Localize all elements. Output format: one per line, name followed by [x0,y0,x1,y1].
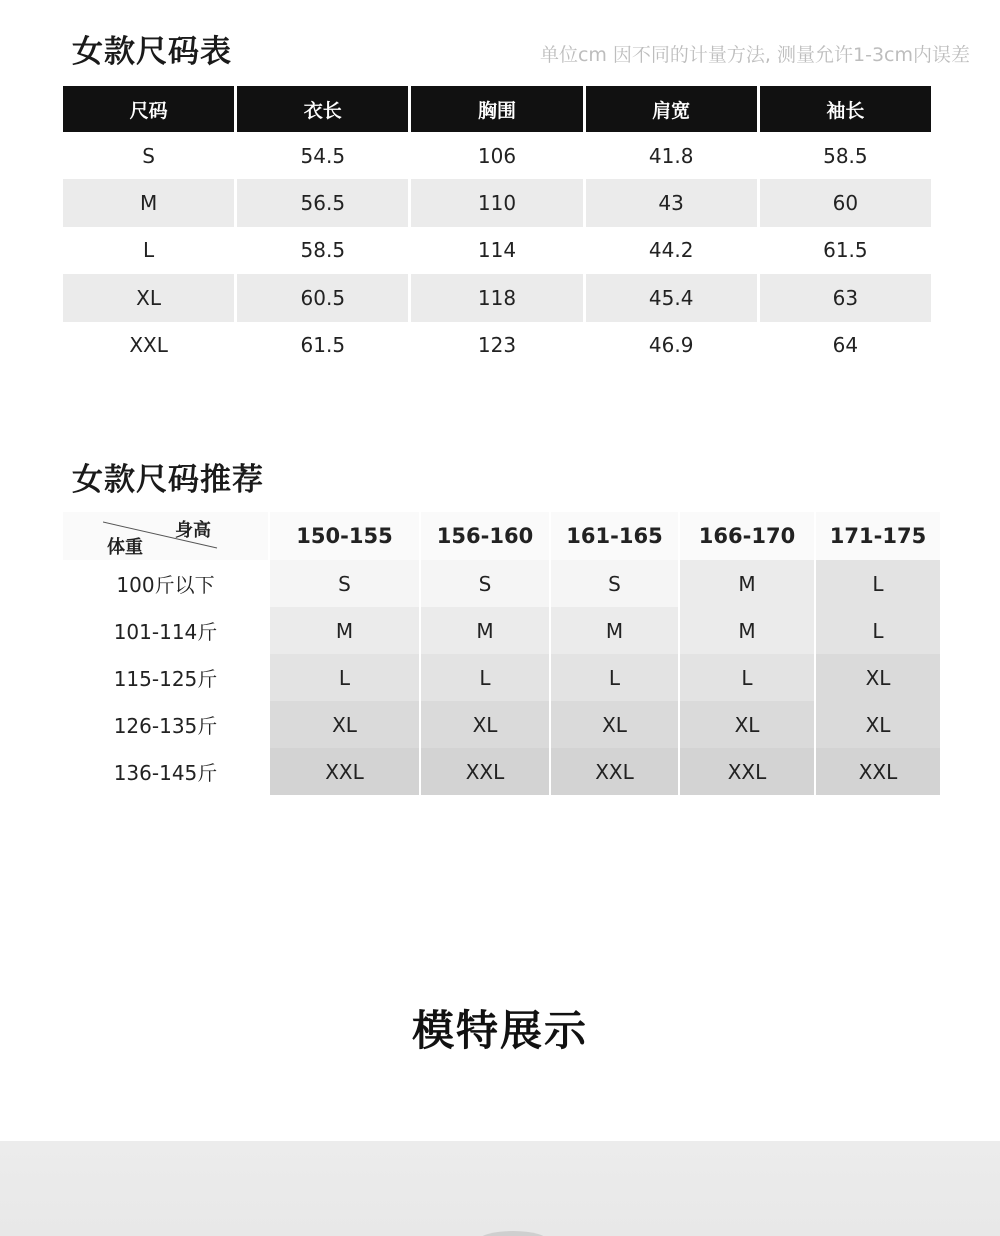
table-cell: 114 [477,238,517,263]
model-photo-preview [0,1141,1000,1236]
table-cell: 118 [411,274,582,321]
size-chart-header-row [63,86,931,132]
table-cell: 64 [832,333,859,358]
size-cell: L [270,654,419,701]
table-cell: 44.2 [648,238,694,263]
size-cell: L [421,654,549,701]
header-length: 衣长 [237,86,408,132]
weight-header: 100斤以下 [63,560,268,607]
size-cell: S [551,560,678,607]
table-row [63,227,931,274]
size-cell: M [680,560,814,607]
height-header: 161-165 [551,512,678,560]
table-cell: 43 [586,179,757,226]
size-cell: XXL [270,748,419,795]
table-cell: 63 [760,274,931,321]
table-cell: XL [63,274,234,321]
size-cell: M [270,607,419,654]
table-cell: 58.5 [300,238,346,263]
table-cell: 60.5 [237,274,408,321]
table-cell: 60 [760,179,931,226]
header-sleeve: 袖长 [760,86,931,132]
size-cell: S [270,560,419,607]
size-cell: XL [816,701,940,748]
table-row [63,179,931,226]
table-cell: 61.5 [300,333,346,358]
weight-header: 126-135斤 [63,701,268,748]
table-cell: XXL [129,333,168,358]
header-size: 尺码 [63,86,234,132]
table-row [63,274,931,321]
table-cell: 123 [477,333,517,358]
model-showcase-title: 模特展示 [411,1006,588,1055]
table-row [63,322,931,369]
height-header: 156-160 [421,512,549,560]
header-shoulder: 肩宽 [586,86,757,132]
height-header: 171-175 [816,512,940,560]
size-cell: L [551,654,678,701]
height-header: 150-155 [270,512,419,560]
table-cell: 106 [477,143,517,168]
size-cell: XXL [551,748,678,795]
table-cell: 110 [411,179,582,226]
weight-axis-label: 体重 [107,537,143,558]
measurement-note: 单位cm 因不同的计量方法, 测量允许1-3cm内误差 [539,44,970,66]
size-recommendation-title: 女款尺码推荐 [72,462,264,498]
size-cell: XL [551,701,678,748]
table-cell: 58.5 [823,143,868,168]
size-cell: XXL [421,748,549,795]
size-cell: L [816,607,940,654]
size-cell: M [680,607,814,654]
size-cell: XL [680,701,814,748]
table-cell: 54.5 [300,143,346,168]
size-cell: XL [270,701,419,748]
height-header: 166-170 [680,512,814,560]
height-axis-label: 身高 [175,520,211,541]
table-row [63,132,931,179]
header-chest: 胸围 [411,86,582,132]
corner-header [63,512,268,560]
size-cell: M [551,607,678,654]
table-cell: L [143,238,155,263]
table-cell: 56.5 [237,179,408,226]
size-cell: XL [816,654,940,701]
photo-shadow [478,1231,548,1236]
table-cell: 41.8 [648,143,694,168]
size-cell: XXL [680,748,814,795]
size-cell: M [421,607,549,654]
size-chart-title: 女款尺码表 [72,34,232,70]
size-cell: XL [421,701,549,748]
weight-header: 115-125斤 [63,654,268,701]
table-cell: 46.9 [648,333,694,358]
size-recommendation-table [63,512,936,795]
size-cell: S [421,560,549,607]
weight-header: 136-145斤 [63,748,268,795]
table-cell: S [142,143,155,168]
table-cell: M [63,179,234,226]
size-cell: L [680,654,814,701]
size-cell: L [816,560,940,607]
size-chart-table [60,86,934,369]
table-cell: 61.5 [823,238,868,263]
size-cell: XXL [816,748,940,795]
table-cell: 45.4 [586,274,757,321]
weight-header: 101-114斤 [63,607,268,654]
